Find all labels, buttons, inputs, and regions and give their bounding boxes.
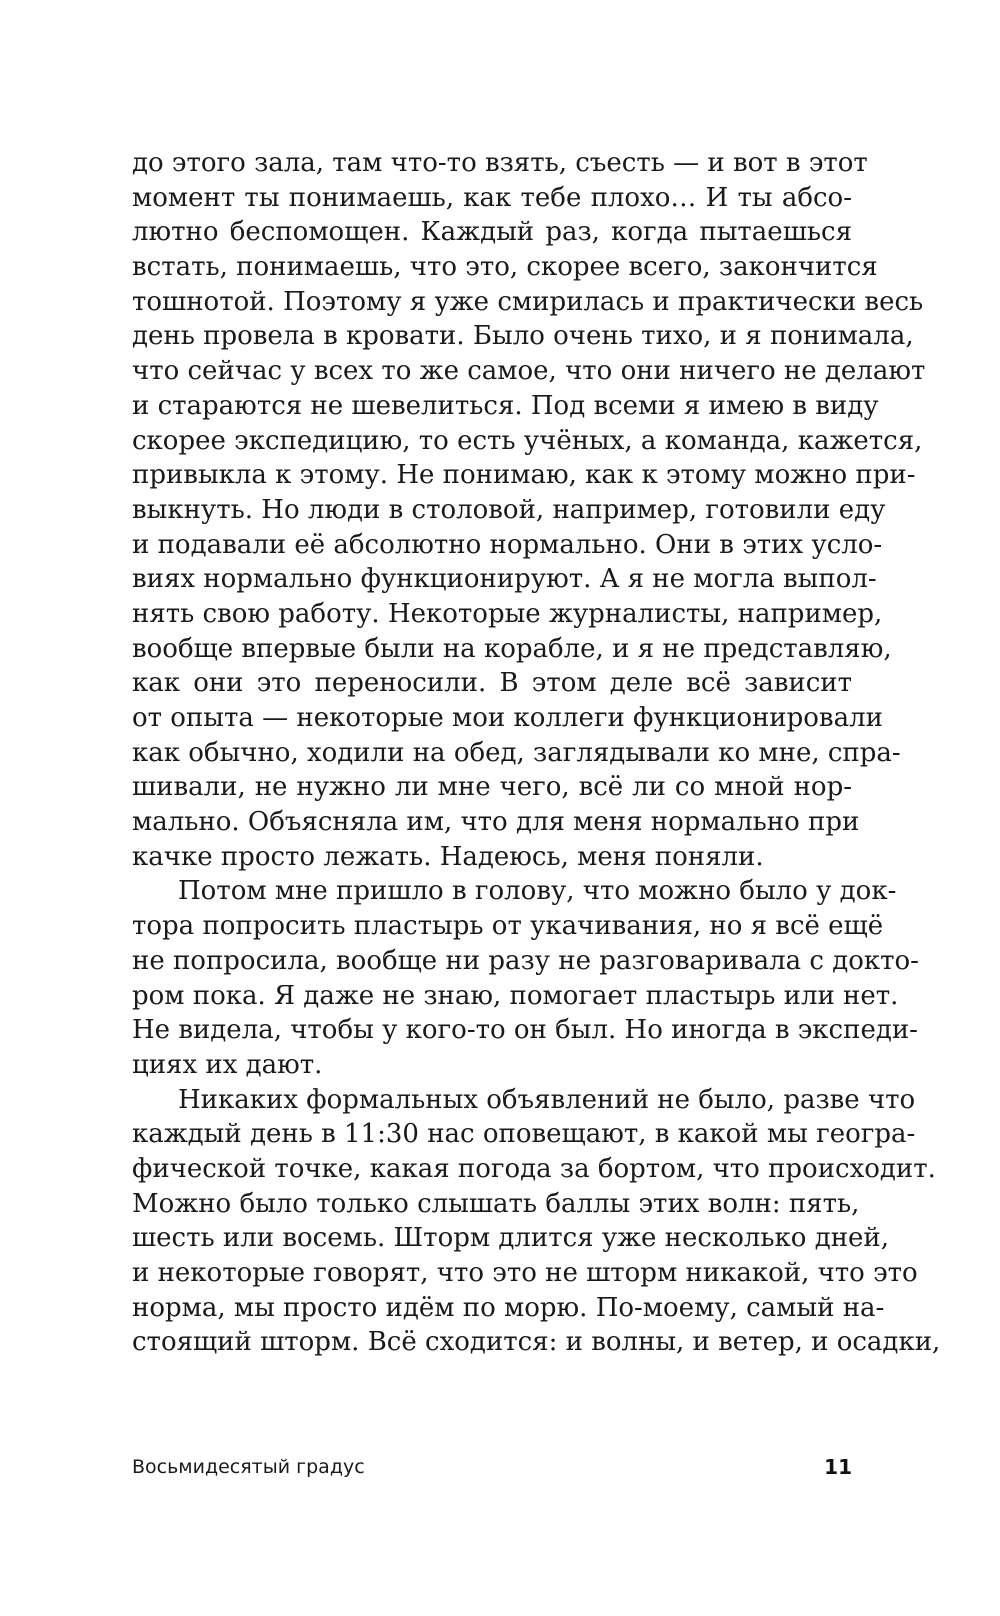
text-line: как обычно, ходили на обед, заглядывали ко мне, спра- xyxy=(132,737,901,768)
paragraph-first-line: Никаких формальных объявлений не было, разве что xyxy=(178,1084,916,1115)
text-line: вообще впервые были на корабле, и я не представляю, xyxy=(132,633,892,664)
paragraph-first-line: Потом мне пришло в голову, что можно было у док- xyxy=(178,876,897,907)
text-line: и стараются не шевелиться. Под всеми я имею в виду xyxy=(132,390,879,421)
text-line: шивали, не нужно ли мне чего, всё ли со мной нор- xyxy=(132,772,852,803)
text-line: момент ты понимаешь, как тебе плохо… И ты абсо- xyxy=(132,182,852,213)
text-line: до этого зала, там что-то взять, съесть — и вот в этот xyxy=(132,148,868,178)
text-line: каждый день в 11:30 нас оповещают, в какой мы геогра- xyxy=(132,1119,916,1150)
text-line: скорее экспедицию, то есть учёных, а команда, кажется, xyxy=(132,425,923,456)
text-line: не попросила, вообще ни разу не разговаривала с докто- xyxy=(132,945,919,976)
text-line: циях их дают. xyxy=(132,1049,323,1080)
text-line: день провела в кровати. Было очень тихо, и я понимала, xyxy=(132,321,914,352)
text-line: Не видела, чтобы у кого-то он был. Но иногда в экспеди- xyxy=(132,1015,918,1046)
text-line: что сейчас у всех то же самое, что они ничего не делают xyxy=(132,356,926,387)
text-line: и подавали её абсолютно нормально. Они в этих усло- xyxy=(132,529,883,560)
text-line: от опыта — некоторые мои коллеги функционировали xyxy=(132,703,883,733)
text-line: встать, понимаешь, что это, скорее всего, закончится xyxy=(132,252,878,283)
text-line: виях нормально функционируют. А я не могла выпол- xyxy=(132,564,877,595)
text-line: привыкла к этому. Не понимаю, как к этому можно при- xyxy=(132,460,916,491)
text-line: и некоторые говорят, что это не шторм никакой, что это xyxy=(132,1258,918,1288)
text-line: качке просто лежать. Надеюсь, меня поняли. xyxy=(132,841,764,872)
text-line: тора попросить пластырь от укачивания, но я всё ещё xyxy=(132,911,884,942)
text-line: лютно беспомощен. Каждый раз, когда пытаешься xyxy=(132,217,852,248)
page-footer xyxy=(132,1452,852,1482)
page-number: 11 xyxy=(824,1455,852,1479)
text-line: тошнотой. Поэтому я уже смирилась и практически весь xyxy=(132,286,924,317)
text-line: Можно было только слышать баллы этих волн: пять, xyxy=(132,1188,860,1219)
text-line: мально. Объясняла им, что для меня нормально при xyxy=(132,807,860,838)
text-line: выкнуть. Но люди в столовой, например, готовили еду xyxy=(132,494,886,525)
text-line: фической точке, какая погода за бортом, что происходит. xyxy=(132,1153,936,1184)
text-line: стоящий шторм. Всё сходится: и волны, и ветер, и осадки, xyxy=(132,1327,941,1358)
text-line: ром пока. Я даже не знаю, помогает пластырь или нет. xyxy=(132,980,899,1011)
text-line: как они это переносили. В этом деле всё зависит xyxy=(132,668,852,699)
text-line: шесть или восемь. Шторм длится уже несколько дней, xyxy=(132,1223,890,1254)
text-line: норма, мы просто идём по морю. По-моему, самый на- xyxy=(132,1292,885,1323)
body-text xyxy=(132,146,941,1360)
running-title: Восьмидесятый градус xyxy=(132,1456,365,1478)
text-line: нять свою работу. Некоторые журналисты, например, xyxy=(132,598,883,629)
